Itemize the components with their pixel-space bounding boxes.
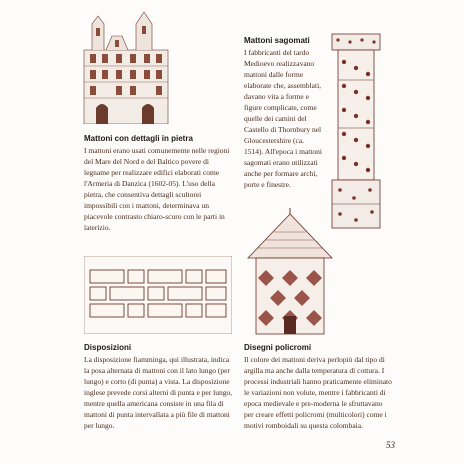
text-pietra: I mattoni erano usati comunemente nelle regioni del Mare del Nord e del Baltico povere di legname per realizzare edifici elaborati come l'Armeria di Danzica (1602-05). L'uso della pietra, che consentiva dettagli scultorei impossibili con i mattoni, determinava un piacevole contrasto chiaro-scuro con le parti in laterizio. [84, 146, 230, 232]
dovecote-illustration [244, 208, 336, 336]
text-disposizioni: La disposizione fiamminga, qui illustrata, indica la posa alternata di mattoni con il lato lungo (per lungo) e corto (di punta) a vista. La disposizione inglese prevede corsi alterni di punta e per lungo, mentre quella americana consiste in una fila di mattoni di punta intervallata a più file di mattoni per lungo. [84, 355, 233, 430]
chimney-illustration [330, 30, 382, 230]
text-sagomati: I fabbricanti del tardo Medioevo realizzavano mattoni dalle forme elaborate che, assemblati, davano vita a forme e figure complicate, come quelle dei camini del Castello di Thornbury nel Gloucestershire (ca. 1514). All'epoca i mattoni sagomati erano utilizzati anche per formare archi, porte e finestre. [244, 48, 323, 189]
text-policromi: Il colore dei mattoni deriva perlopiù dal tipo di argilla ma anche dalla temperatura di cottura. I processi industriali hanno praticamente eliminato le variazioni non volute, mentre i fabbricanti di epoca medievale e pre-moderna le sfruttavano per creare effetti policromi (multicolori) come i motivi romboidali su questa colombaia. [244, 355, 392, 430]
heading-policromi: Disegni policromi [244, 343, 312, 352]
page-number: 53 [386, 440, 395, 450]
brick-bond-illustration [84, 256, 232, 334]
heading-pietra: Mattoni con dettagli in pietra [84, 134, 193, 143]
heading-disposizioni: Disposizioni [84, 343, 132, 352]
heading-sagomati: Mattoni sagomati [244, 36, 310, 45]
armoury-illustration [82, 10, 170, 124]
